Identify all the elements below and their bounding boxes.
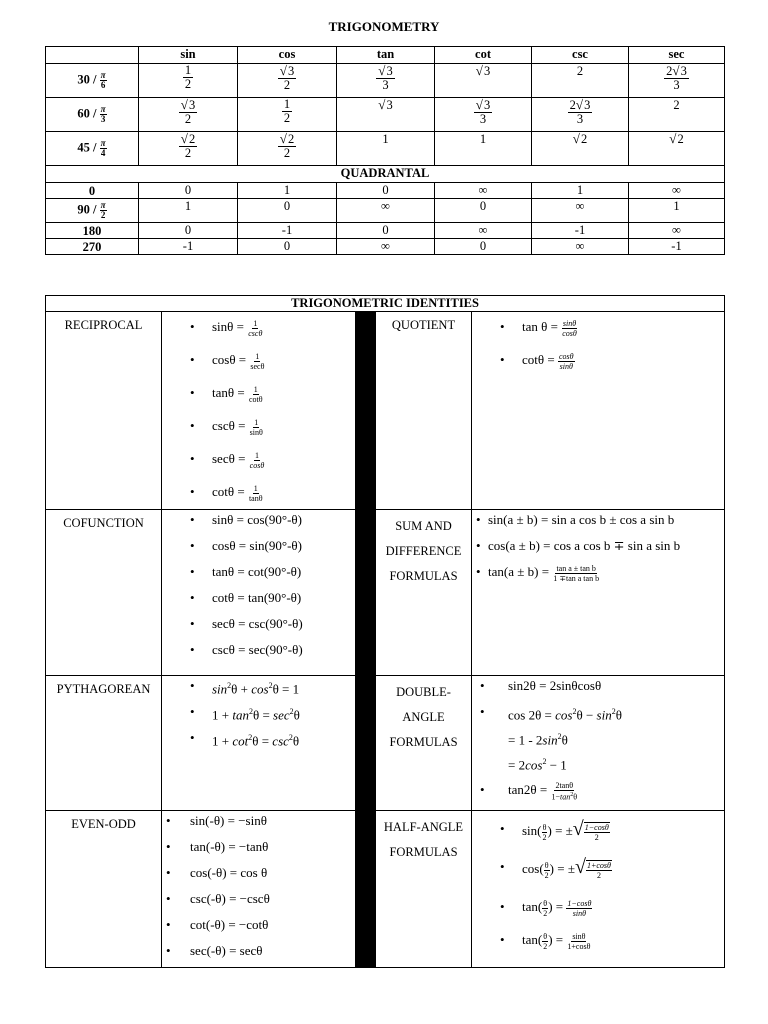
cell-csc-90: ∞ [532, 199, 629, 223]
cofunction-label: COFUNCTION [46, 510, 162, 676]
cell-cos-270: 0 [238, 239, 337, 255]
list-item: • sinθ = cos(90°-θ) [162, 510, 355, 536]
row-label-180: 180 [46, 223, 139, 239]
list-item: • tan( $\frac{\theta}{2}$ ) = $\frac{\sin\theta}{1+\cos\theta}$ [472, 926, 724, 956]
list-item: • cscθ = sec(90°-θ) [162, 640, 355, 666]
row-label-90: 90 / $\frac{\pi}{2}$ [46, 199, 139, 223]
cell-csc-180: -1 [532, 223, 629, 239]
pythagorean-list-cell [162, 676, 356, 811]
list-item: • $\cos 2\theta = \cos^2\theta - \sin^2\theta$ [472, 702, 724, 727]
list-item: • sec(-θ) = secθ [162, 941, 355, 967]
cofunction-list-cell [162, 510, 356, 676]
row-label-45: 45 / $\frac{\pi}{4}$ [46, 132, 139, 166]
cell-csc-270: ∞ [532, 239, 629, 255]
cell-csc-60: $\frac{2√3}{3}$ [532, 98, 629, 132]
list-item: • tanθ = cot(90°-θ) [162, 562, 355, 588]
list-item: • csc(-θ) = −cscθ [162, 889, 355, 915]
cell-sec-180: ∞ [629, 223, 725, 239]
header-cell-cot: cot [435, 47, 532, 64]
row-label-0: 0 [46, 183, 139, 199]
table-row-45 [46, 132, 725, 166]
list-item: • sin(a ± b) = sin a cos b ± cos a sin b [472, 510, 724, 536]
page-title: TRIGONOMETRY [328, 19, 440, 34]
list-item: • sinθ = $\frac{1}{\csc\theta}$ [162, 314, 355, 347]
list-item: • tan( $\frac{\theta}{2}$ ) = $\frac{1-\cos\theta}{\sin\theta}$ [472, 893, 724, 926]
double-angle-label: DOUBLE- ANGLE FORMULAS [376, 676, 472, 811]
list-item: • $1 + \cot^2\theta = \csc^2\theta$ [162, 728, 355, 754]
list-item: • cos( $\frac{\theta}{2}$ ) = ±√ $\frac{1+\cos\theta}{2}$ [472, 853, 724, 893]
half-angle-label: HALF-ANGLE FORMULAS [376, 811, 472, 968]
list-item: • cotθ = $\frac{\cos\theta}{\sin\theta}$ [472, 347, 724, 380]
double-angle-list-cell [472, 676, 725, 811]
quadrantal-label: QUADRANTAL [46, 166, 725, 183]
list-item: • cotθ = $\frac{1}{\tan\theta}$ [162, 479, 355, 509]
list-item: • cot(-θ) = −cotθ [162, 915, 355, 941]
pythagorean-label: PYTHAGOREAN [46, 676, 162, 811]
header-cell-tan: tan [337, 47, 435, 64]
list-item: • tan θ = $\frac{\sin\theta}{\cos\theta}$ [472, 314, 724, 347]
cell-cos-180: -1 [238, 223, 337, 239]
header-cell-sec: sec [629, 47, 725, 64]
row-label-30: 30 / $\frac{\pi}{6}$ [46, 64, 139, 98]
sum-difference-label: SUM AND DIFFERENCE FORMULAS [376, 510, 472, 676]
cell-sin-90: 1 [139, 199, 238, 223]
cell-cot-45: 1 [435, 132, 532, 166]
quotient-label: QUOTIENT [376, 312, 472, 510]
table-row-270 [46, 239, 725, 255]
reciprocal-label: RECIPROCAL [46, 312, 162, 510]
cell-csc-45: √2 [532, 132, 629, 166]
list-item: • cotθ = tan(90°-θ) [162, 588, 355, 614]
table-row-90 [46, 199, 725, 223]
cell-tan-45: 1 [337, 132, 435, 166]
table-row-0 [46, 183, 725, 199]
header-cell-empty [46, 47, 139, 64]
header-cell-cos: cos [238, 47, 337, 64]
cell-cos-45: $\frac{√2}{2}$ [238, 132, 337, 166]
cell-sin-0: 0 [139, 183, 238, 199]
table-row-60 [46, 98, 725, 132]
cell-sin-45: $\frac{√2}{2}$ [139, 132, 238, 166]
cell-sec-60: 2 [629, 98, 725, 132]
row-label-60: 60 / $\frac{\pi}{3}$ [46, 98, 139, 132]
sum-difference-list-cell [472, 510, 725, 676]
list-item: • tan2θ = $\frac{2\tan\theta}{1-\tan^2\theta}$ [472, 777, 724, 803]
list-item: • sin(-θ) = −sinθ [162, 811, 355, 837]
cell-tan-60: √3 [337, 98, 435, 132]
cell-sec-90: 1 [629, 199, 725, 223]
list-item: = $1 - 2\sin^2\theta$ [508, 732, 568, 748]
column-divider [356, 312, 376, 968]
cell-sin-180: 0 [139, 223, 238, 239]
list-item: • secθ = $\frac{1}{\cos\theta}$ [162, 446, 355, 479]
cell-sec-0: ∞ [629, 183, 725, 199]
header-cell-sin: sin [139, 47, 238, 64]
list-item: = $2\cos^2 - 1$ [508, 757, 567, 773]
cell-sin-60: $\frac{√3}{2}$ [139, 98, 238, 132]
identities-header: TRIGONOMETRIC IDENTITIES [46, 296, 725, 312]
half-angle-list-cell [472, 811, 725, 968]
cell-sec-270: -1 [629, 239, 725, 255]
list-item: • tan(a ± b) = $\frac{\text{tan a ± tan b}}{\text{1 ∓tan a tan b}}$ [472, 562, 724, 588]
cell-csc-0: 1 [532, 183, 629, 199]
cell-cos-90: 0 [238, 199, 337, 223]
list-item: • cosθ = $\frac{1}{\sec\theta}$ [162, 347, 355, 380]
cell-cot-180: ∞ [435, 223, 532, 239]
list-item: • cosθ = sin(90°-θ) [162, 536, 355, 562]
identities-table [45, 295, 725, 968]
cell-csc-30: 2 [532, 64, 629, 98]
list-item: • tan(-θ) = −tanθ [162, 837, 355, 863]
list-item: • tanθ = $\frac{1}{\cot\theta}$ [162, 380, 355, 413]
cell-cot-0: ∞ [435, 183, 532, 199]
table-row-30 [46, 64, 725, 98]
cell-sin-270: -1 [139, 239, 238, 255]
cell-tan-90: ∞ [337, 199, 435, 223]
cell-tan-0: 0 [337, 183, 435, 199]
even-odd-label: EVEN-ODD [46, 811, 162, 968]
cell-tan-180: 0 [337, 223, 435, 239]
table-header-row [46, 47, 725, 64]
trig-values-table [45, 46, 725, 255]
list-item: • cos(-θ) = cos θ [162, 863, 355, 889]
list-item: • $1 + \tan^2\theta = \sec^2\theta$ [162, 702, 355, 728]
list-item: • secθ = csc(90°-θ) [162, 614, 355, 640]
list-item: • sin2θ = 2sinθcosθ [472, 676, 724, 702]
quadrantal-section-row [46, 166, 725, 183]
list-item: • sin( $\frac{\theta}{2}$ ) = ±√ $\frac{1-\cos\theta}{2}$ [472, 815, 724, 853]
cell-cot-60: $\frac{√3}{3}$ [435, 98, 532, 132]
cell-cos-60: $\frac{1}{2}$ [238, 98, 337, 132]
row-label-270: 270 [46, 239, 139, 255]
cell-cos-30: $\frac{√3}{2}$ [238, 64, 337, 98]
list-item: • cos(a ± b) = cos a cos b ∓ sin a sin b [472, 536, 724, 562]
header-cell-csc: csc [532, 47, 629, 64]
even-odd-list-cell [162, 811, 356, 968]
cell-sin-30: $\frac{1}{2}$ [139, 64, 238, 98]
cell-cot-270: 0 [435, 239, 532, 255]
quotient-list-cell [472, 312, 725, 510]
list-item: • cscθ = $\frac{1}{\sin\theta}$ [162, 413, 355, 446]
cell-sec-45: √2 [629, 132, 725, 166]
cell-cos-0: 1 [238, 183, 337, 199]
cell-tan-270: ∞ [337, 239, 435, 255]
reciprocal-list-cell [162, 312, 356, 510]
cell-cot-90: 0 [435, 199, 532, 223]
list-item: • $\sin^2\theta + \cos^2\theta = 1$ [162, 676, 355, 702]
cell-cot-30: √3 [435, 64, 532, 98]
cell-tan-30: $\frac{√3}{3}$ [337, 64, 435, 98]
cell-sec-30: $\frac{2√3}{3}$ [629, 64, 725, 98]
table-row-180 [46, 223, 725, 239]
